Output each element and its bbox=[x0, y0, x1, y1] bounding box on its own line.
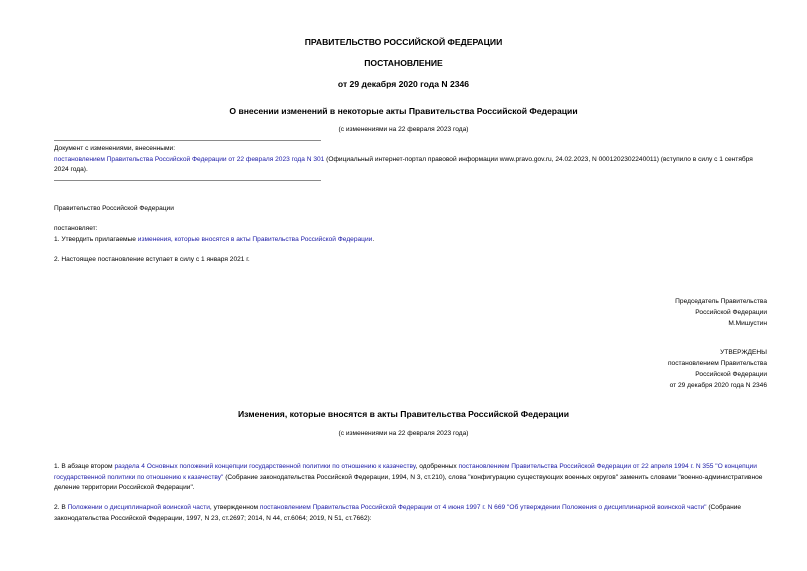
resolves-label: постановляет: bbox=[54, 225, 98, 232]
p2-b: , утвержденном bbox=[209, 504, 260, 511]
changes-intro: Документ с изменениями, внесенными: bbox=[54, 145, 176, 152]
top-rule bbox=[54, 140, 321, 141]
approved-line-2: постановлением Правительства bbox=[667, 360, 767, 367]
signature-block bbox=[675, 296, 767, 329]
changes-rest: (Официальный интернет-портал правовой информации www.pravo.gov.ru, 24.02.2023, N 0001202302240011) (вступило в силу с 1 сентября 2024 года). bbox=[54, 155, 753, 173]
doc-date-number: от 29 декабря 2020 года N 2346 bbox=[337, 79, 470, 89]
changes-note bbox=[54, 144, 766, 176]
item-2: 2. Настоящее постановление вступает в силу с 1 января 2021 г. bbox=[54, 256, 250, 263]
p1-link-2[interactable]: постановлением Правительства Российской Федерации от 22 апреля 1994 г. N 355 "О концепции государственной политики по отношению к казачеству" bbox=[54, 463, 757, 481]
annex-revision: (с изменениями на 22 февраля 2023 года) bbox=[338, 430, 469, 437]
government-label: Правительство Российской Федерации bbox=[54, 205, 174, 212]
approved-line-1: УТВЕРЖДЕНЫ bbox=[720, 349, 767, 356]
item-1-pre: 1. Утвердить прилагаемые bbox=[54, 236, 138, 243]
p2-a: 2. В bbox=[54, 504, 68, 511]
p1-link-1[interactable]: раздела 4 Основных положений концепции государственной политики по отношению к казачеству bbox=[114, 463, 416, 470]
signature-line-2: Российской Федерации bbox=[695, 309, 767, 316]
approved-line-3: Российской Федерации bbox=[695, 371, 767, 378]
item-1-link[interactable]: изменения, которые вносятся в акты Правительства Российской Федерации bbox=[137, 236, 373, 243]
p2-link-1[interactable]: Положении о дисциплинарной воинской части bbox=[67, 504, 210, 511]
changes-link[interactable]: постановлением Правительства Российской Федерации от 22 февраля 2023 года N 301 bbox=[54, 155, 325, 163]
approved-line-4: от 29 декабря 2020 года N 2346 bbox=[669, 382, 767, 389]
signature-line-3: М.Мишустин bbox=[728, 320, 767, 327]
doc-type: ПОСТАНОВЛЕНИЕ bbox=[364, 58, 443, 68]
org-name: ПРАВИТЕЛЬСТВО РОССИЙСКОЙ ФЕДЕРАЦИИ bbox=[304, 37, 503, 47]
signature-line-1: Председатель Правительства bbox=[675, 298, 767, 305]
p1-c: (Собрание законодательства Российской Федерации, 1994, N 3, ст.210), слова "конфигурацию существующих военных округов" заменить словами "военно-административное деление территории Российской Федерации". bbox=[54, 473, 763, 491]
approved-block bbox=[668, 347, 767, 391]
bottom-rule bbox=[54, 180, 321, 181]
doc-revision: (с изменениями на 22 февраля 2023 года) bbox=[338, 126, 469, 133]
annex-paragraph-1 bbox=[54, 462, 766, 494]
p1-b: , одобренных bbox=[415, 463, 459, 470]
p2-c: (Собрание законодательства Российской Федерации, 1997, N 23, ст.2697; 2014, N 44, ст.6064; 2019, N 51, ст.7662): bbox=[54, 504, 742, 522]
p2-link-2[interactable]: постановлением Правительства Российской Федерации от 4 июня 1997 г. N 669 "Об утверждении Положения о дисциплинарной воинской части" bbox=[259, 504, 707, 511]
item-1-post: . bbox=[372, 236, 375, 243]
annex-title: Изменения, которые вносятся в акты Правительства Российской Федерации bbox=[237, 409, 569, 419]
doc-title: О внесении изменений в некоторые акты Правительства Российской Федерации bbox=[229, 106, 578, 116]
item-1 bbox=[54, 236, 374, 243]
annex-paragraph-2 bbox=[54, 503, 766, 524]
p1-a: 1. В абзаце втором bbox=[54, 463, 115, 470]
changes-text bbox=[54, 155, 766, 176]
